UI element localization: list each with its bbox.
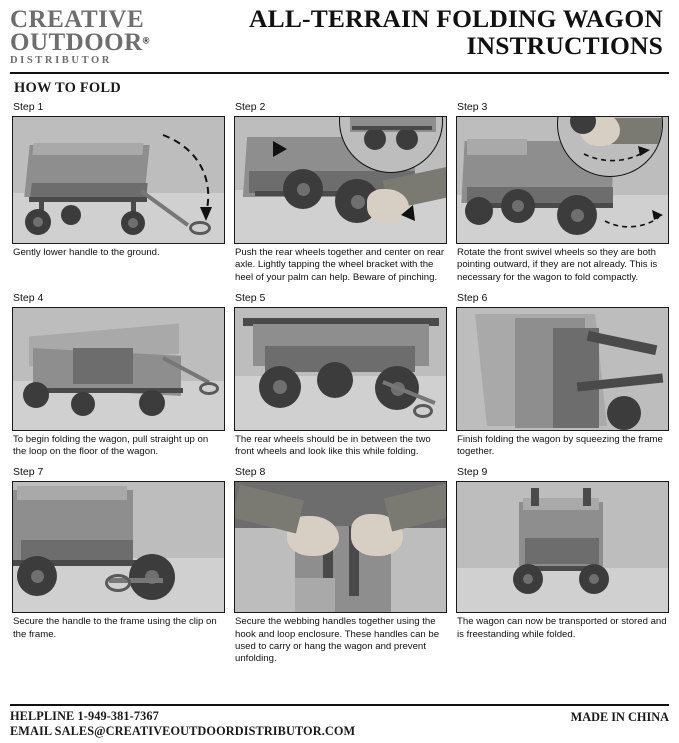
step-4 xyxy=(12,292,225,459)
step-2 xyxy=(234,101,447,284)
step-3-illustration xyxy=(456,116,669,244)
rotate-arrow-icon xyxy=(457,117,669,244)
step-2-label: Step 2 xyxy=(235,101,266,113)
step-9-illustration xyxy=(456,481,669,613)
step-4-label: Step 4 xyxy=(13,291,44,304)
brand-line-2: OUTDOOR xyxy=(10,29,143,56)
brand-line-3: DISTRIBUTOR xyxy=(10,55,112,66)
step-6-caption: Finish folding the wagon by squeezing the frame together. xyxy=(457,433,663,458)
step-6-label: Step 6 xyxy=(457,291,488,304)
step-8 xyxy=(234,466,447,665)
step-4-illustration xyxy=(12,307,225,431)
step-5-caption: The rear wheels should be in between the two front wheels and look like this while folding. xyxy=(235,433,431,458)
step-7-caption: Secure the handle to the frame using the clip on the frame. xyxy=(13,616,217,640)
made-in-text: MADE IN CHINA xyxy=(570,710,669,724)
section-heading-how-to-fold: HOW TO FOLD xyxy=(14,80,121,96)
title-line-1: ALL-TERRAIN FOLDING WAGON xyxy=(249,4,663,33)
step-1-label: Step 1 xyxy=(13,101,44,113)
step-9 xyxy=(456,466,669,665)
step-5-illustration xyxy=(234,307,447,431)
step-6-illustration xyxy=(456,307,669,431)
step-8-caption: Secure the webbing handles together using the hook and loop enclosure. These handles can be used to carry or hang the wagon and prevent unfolding. xyxy=(235,616,440,665)
step-3-caption: Rotate the front swivel wheels so they are both pointing outward, if they are not already. This is necessary for the wagon to fold compactly. xyxy=(457,247,658,283)
steps-row-3 xyxy=(12,466,669,665)
step-2-caption: Push the rear wheels together and center on rear axle. Lightly tapping the wheel bracket with the heel of your palm can help. Beware of pinching. xyxy=(235,247,445,283)
step-1 xyxy=(12,101,225,284)
step-6 xyxy=(456,292,669,459)
step-8-label: Step 8 xyxy=(235,466,266,479)
step-5 xyxy=(234,292,447,459)
page-header xyxy=(10,6,669,70)
title-line-2: INSTRUCTIONS xyxy=(466,30,663,60)
step-9-label: Step 9 xyxy=(457,466,488,479)
step-1-caption: Gently lower handle to the ground. xyxy=(13,247,160,258)
brand-logo xyxy=(10,6,220,66)
footer-divider xyxy=(10,704,669,706)
page-footer xyxy=(10,704,669,739)
page-title xyxy=(220,6,669,59)
step-9-caption: The wagon can now be transported or stored and is freestanding while folded. xyxy=(457,616,667,640)
header-divider xyxy=(10,72,669,74)
step-4-caption: To begin folding the wagon, pull straight up on the loop on the floor of the wagon. xyxy=(13,433,209,458)
steps-row-2 xyxy=(12,292,669,459)
step-1-illustration xyxy=(12,116,225,244)
step-8-illustration xyxy=(234,481,447,613)
step-7-label: Step 7 xyxy=(13,466,44,479)
step-3 xyxy=(456,101,669,284)
steps-row-1 xyxy=(12,101,669,284)
helpline-text: HELPLINE 1-949-381-7367 xyxy=(10,709,159,723)
step-3-label: Step 3 xyxy=(457,101,488,113)
motion-arrow-icon xyxy=(13,117,225,244)
registered-mark-icon: ® xyxy=(142,35,150,46)
step-2-illustration xyxy=(234,116,447,244)
step-5-label: Step 5 xyxy=(235,291,266,304)
step-7-illustration xyxy=(12,481,225,613)
email-text: EMAIL SALES@CREATIVEOUTDOORDISTRIBUTOR.COM xyxy=(10,724,356,738)
step-7 xyxy=(12,466,225,665)
brand-line-1: CREATIVE xyxy=(10,6,145,33)
